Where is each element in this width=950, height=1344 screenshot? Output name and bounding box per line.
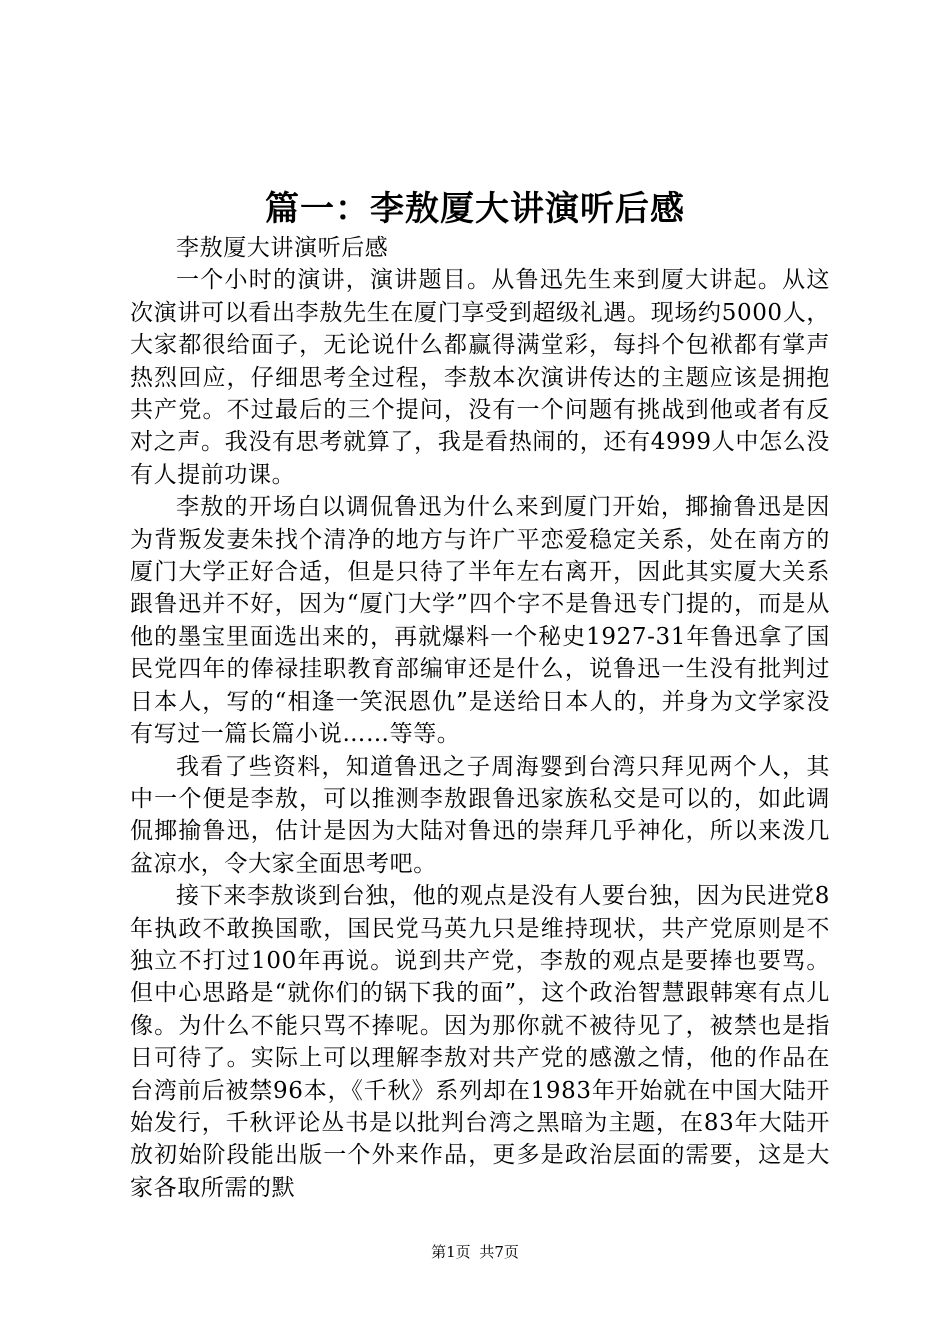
document-body [130,232,830,1204]
page-number: 第1页 [431,1243,471,1261]
body-paragraph: 接下来李敖谈到台独，他的观点是没有人要台独，因为民进党8年执政不敢换国歌，国民党马英九只是维持现状，共产党原则是不独立不打过100年再说。说到共产党，李敖的观点是要捧也要骂。但中心思路是“就你们的锅下我的面”，这个政治智慧跟韩寒有点儿像。为什么不能只骂不捧呢。因为那你就不被待见了，被禁也是指日可待了。实际上可以理解李敖对共产党的感激之情，他的作品在台湾前后被禁96本，《千秋》系列却在1983年开始就在中国大陆开始发行，千秋评论丛书是以批判台湾之黑暗为主题，在83年大陆开放初始阶段能出版一个外来作品，更多是政治层面的需要，这是大家各取所需的默 [130,883,830,1201]
page-footer [0,1242,950,1262]
subtitle-paragraph: 李敖厦大讲演听后感 [176,235,389,261]
body-paragraph: 李敖的开场白以调侃鲁迅为什么来到厦门开始，揶揄鲁迅是因为背叛发妻朱找个清净的地方与许广平恋爱稳定关系，处在南方的厦门大学正好合适，但是只待了半年左右离开，因此其实厦大关系跟鲁迅并不好，因为“厦门大学”四个字不是鲁迅专门提的，而是从他的墨宝里面选出来的，再就爆料一个秘史1927-31年鲁迅拿了国民党四年的俸禄挂职教育部编审还是什么，说鲁迅一生没有批判过日本人，写的“相逢一笑泯恩仇”是送给日本人的，并身为文学家没有写过一篇长篇小说……等等。 [130,494,830,748]
document-title: 篇一：李敖厦大讲演听后感 [265,189,685,229]
body-paragraph: 一个小时的演讲，演讲题目。从鲁迅先生来到厦大讲起。从这次演讲可以看出李敖先生在厦门享受到超级礼遇。现场约5000人，大家都很给面子，无论说什么都赢得满堂彩，每抖个包袱都有掌声热烈回应，仔细思考全过程，李敖本次演讲传达的主题应该是拥抱共产党。不过最后的三个提问，没有一个问题有挑战到他或者有反对之声。我没有思考就算了，我是看热闹的，还有4999人中怎么没有人提前功课。 [130,267,830,488]
body-paragraph: 我看了些资料，知道鲁迅之子周海婴到台湾只拜见两个人，其中一个便是李敖，可以推测李敖跟鲁迅家族私交是可以的，如此调侃揶揄鲁迅，估计是因为大陆对鲁迅的崇拜几乎神化，所以来泼几盆凉水，令大家全面思考吧。 [130,753,830,877]
page-total: 共7页 [479,1243,519,1261]
